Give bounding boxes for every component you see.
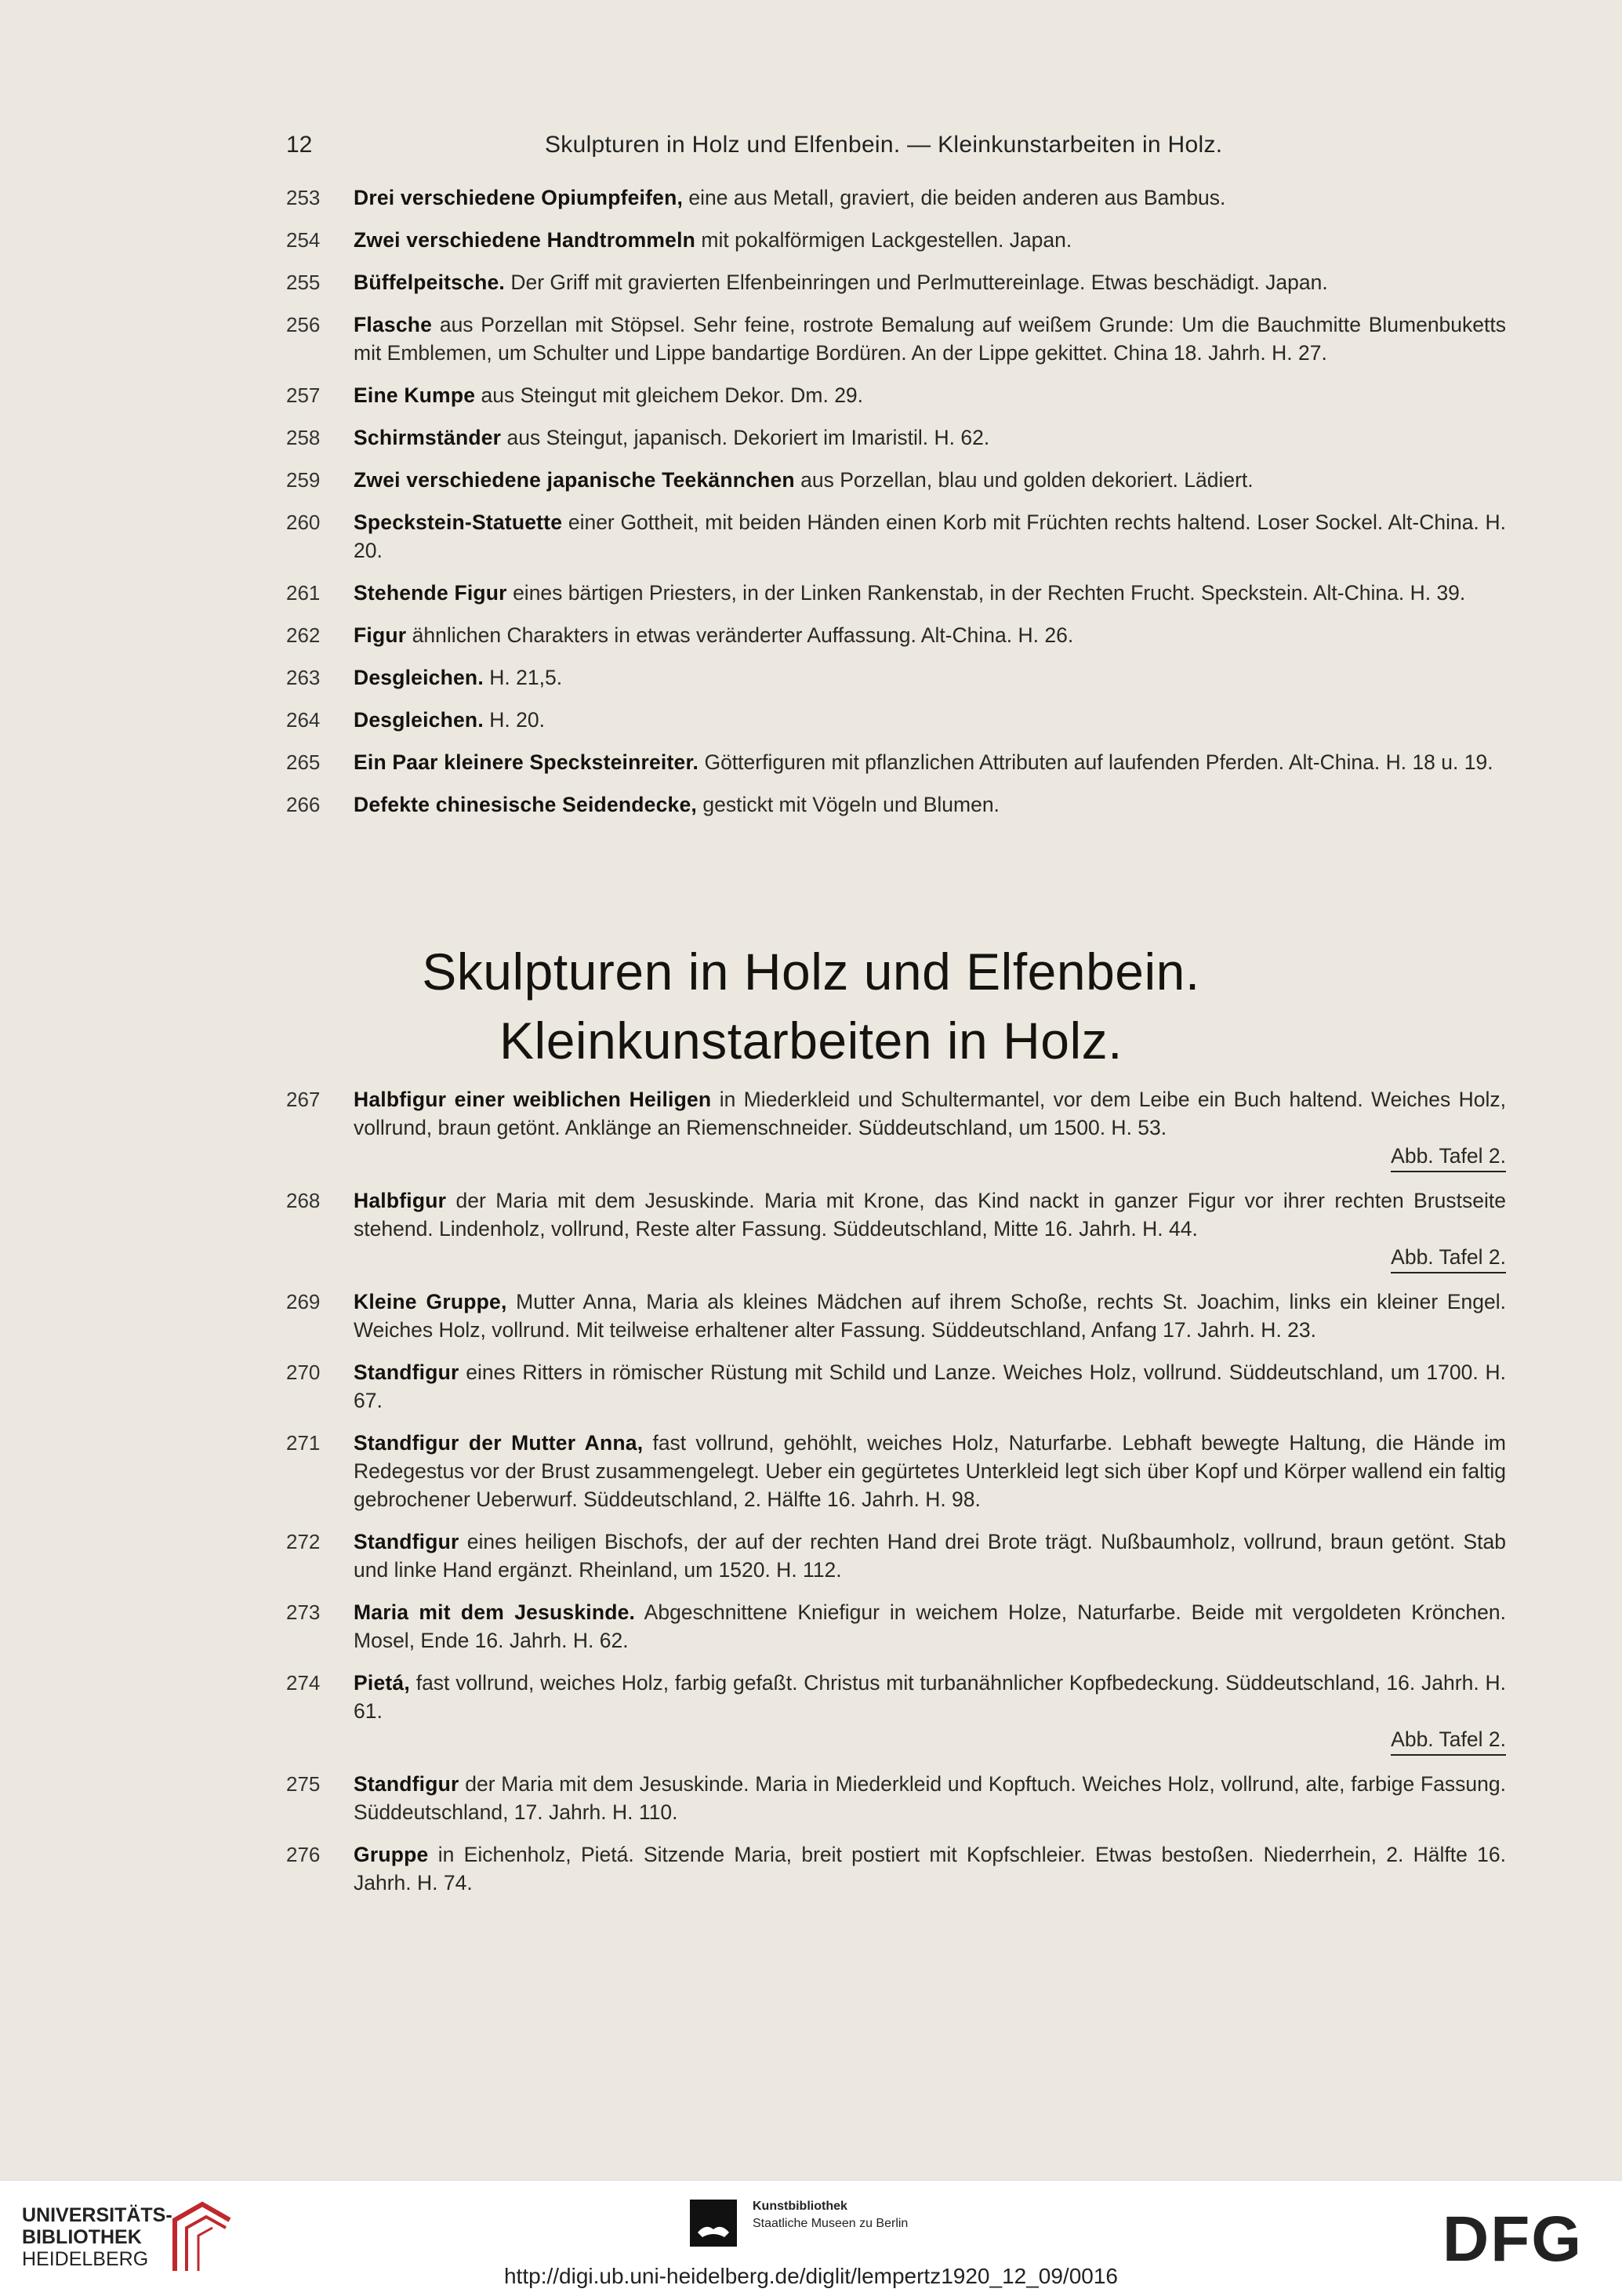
- entry-number: 272: [286, 1530, 321, 1553]
- permalink-url[interactable]: http://digi.ub.uni-heidelberg.de/diglit/lempertz1920_12_09/0016: [503, 2264, 1118, 2288]
- entry-number: 258: [286, 426, 321, 449]
- ub-logo-line2: BIBLIOTHEK: [22, 2226, 142, 2248]
- catalogue-entry: [0, 268, 1622, 296]
- entry-number: 254: [286, 228, 321, 252]
- catalogue-entry: [0, 1288, 1622, 1344]
- entry-number: 253: [286, 186, 321, 209]
- entry-number: 255: [286, 271, 321, 294]
- section-heading-line2: Kleinkunstarbeiten in Holz.: [499, 1012, 1123, 1070]
- plate-reference-label: Abb. Tafel 2.: [1391, 1142, 1506, 1172]
- entry-description: [354, 748, 1506, 776]
- entry-text: Götterfiguren mit pflanzlichen Attributen auf laufenden Pferden. Alt-China. H. 18 u. 19.: [704, 750, 1493, 774]
- ub-logo-text: [22, 2204, 172, 2270]
- catalogue-entry: [0, 226, 1622, 254]
- entry-description: [354, 311, 1506, 367]
- entry-text: Mutter Anna, Maria als kleines Mädchen auf ihrem Schoße, rechts St. Joachim, links ein kleiner Engel. Weiches Holz, vollrund. Mit teilweise erhaltener alter Fassung. Süddeutschland, Anfang 17. Jahrh. H. 23.: [354, 1290, 1506, 1342]
- catalogue-entry: [0, 508, 1622, 565]
- page-number: 12: [286, 132, 313, 158]
- kb-line2: Staatliche Museen zu Berlin: [753, 2217, 909, 2230]
- entry-text: gestickt mit Vögeln und Blumen.: [702, 793, 1000, 816]
- entry-number: 270: [286, 1361, 321, 1384]
- entry-text: in Eichenholz, Pietá. Sitzende Maria, breit postiert mit Kopfschleier. Etwas bestoßen. Niederrhein, 2. Hälfte 16. Jahrh. H. 74.: [354, 1843, 1506, 1895]
- entry-text: aus Steingut, japanisch. Dekoriert im Imaristil. H. 62.: [506, 426, 990, 449]
- entry-description: [354, 183, 1506, 212]
- entry-title: Zwei verschiedene Handtrommeln: [354, 228, 696, 252]
- entry-title: Standfigur: [354, 1530, 459, 1553]
- section-heading-line1: Skulpturen in Holz und Elfenbein.: [422, 943, 1200, 1001]
- entry-number: 260: [286, 510, 321, 534]
- entry-title: Desgleichen.: [354, 708, 484, 732]
- entry-description: [354, 1085, 1506, 1172]
- catalogue-entry: [0, 790, 1622, 819]
- entry-number: 265: [286, 750, 321, 774]
- entry-title: Speckstein-Statuette: [354, 510, 563, 534]
- entry-text: aus Porzellan mit Stöpsel. Sehr feine, rostrote Bemalung auf weißem Grunde: Um die Bauchmitte Blumenbuketts mit Emblemen, um Schulter und Lippe bandartige Bordüren. An der Lippe gekittet. China 18. Jahrh. H. 27.: [354, 313, 1506, 365]
- catalogue-entry: [0, 1429, 1622, 1513]
- entry-text: aus Steingut mit gleichem Dekor. Dm. 29.: [481, 383, 864, 407]
- ub-logo-line3: HEIDELBERG: [22, 2248, 149, 2270]
- entry-description: [354, 579, 1506, 607]
- entry-title: Standfigur der Mutter Anna,: [354, 1431, 644, 1455]
- ub-logo-line1: UNIVERSITÄTS-: [22, 2204, 172, 2226]
- entry-text: aus Porzellan, blau und golden dekoriert. Lädiert.: [800, 468, 1254, 492]
- entry-title: Ein Paar kleinere Specksteinreiter.: [354, 750, 699, 774]
- entry-number: 259: [286, 468, 321, 492]
- catalogue-entry: [0, 1358, 1622, 1415]
- entry-number: 273: [286, 1600, 321, 1624]
- entry-text: Abgeschnittene Kniefigur in weichem Holze, Naturfarbe. Beide mit vergoldeten Krönchen. Mosel, Ende 16. Jahrh. H. 62.: [354, 1600, 1507, 1652]
- entry-title: Stehende Figur: [354, 581, 507, 605]
- plate-reference: [354, 1725, 1506, 1756]
- entry-text: der Maria mit dem Jesuskinde. Maria in Miederkleid und Kopftuch. Weiches Holz, vollrund, alte, farbige Fassung. Süddeutschland, 17. Jahrh. H. 110.: [354, 1772, 1506, 1824]
- catalogue-entry: [0, 1528, 1622, 1584]
- entry-number: 257: [286, 383, 321, 407]
- entry-description: [354, 423, 1506, 452]
- catalogue-entries-top: [0, 183, 1622, 833]
- entry-number: 268: [286, 1189, 321, 1212]
- entry-number: 267: [286, 1088, 321, 1111]
- entry-title: Maria mit dem Jesuskinde.: [354, 1600, 636, 1624]
- entry-description: [354, 466, 1506, 494]
- plate-reference: [354, 1142, 1506, 1172]
- entry-description: [354, 1186, 1506, 1273]
- entry-description: [354, 1288, 1506, 1344]
- catalogue-entry: [0, 706, 1622, 734]
- entry-description: [354, 1669, 1506, 1756]
- entry-text: eines Ritters in römischer Rüstung mit Schild und Lanze. Weiches Holz, vollrund. Süddeutschland, um 1700. H. 67.: [354, 1361, 1506, 1412]
- entry-description: [354, 1358, 1506, 1415]
- entry-description: [354, 268, 1506, 296]
- entry-text: der Maria mit dem Jesuskinde. Maria mit Krone, das Kind nackt in ganzer Figur vor ihrer rechten Brustseite stehend. Lindenholz, vollrund, Reste alter Fassung. Süddeutschland, Mitte 16. Jahrh. H. 44.: [354, 1189, 1506, 1241]
- entry-title: Halbfigur einer weiblichen Heiligen: [354, 1088, 712, 1111]
- catalogue-entry: [0, 579, 1622, 607]
- entry-title: Figur: [354, 623, 407, 647]
- entry-number: 269: [286, 1290, 321, 1313]
- catalogue-entry: [0, 1186, 1622, 1273]
- kunstbibliothek-logo[interactable]: [690, 2196, 925, 2259]
- catalogue-entry: [0, 423, 1622, 452]
- entry-title: Flasche: [354, 313, 433, 336]
- entry-description: [354, 1528, 1506, 1584]
- entry-text: fast vollrund, gehöhlt, weiches Holz, Naturfarbe. Lebhaft bewegte Haltung, die Hände im Redegestus vor der Brust zusammengelegt. Ueber ein gegürtetes Unterkleid legt sich über Kopf und Körper wallend ein faltig gebrochener Ueberwurf. Süddeutschland, 2. Hälfte 16. Jahrh. H. 98.: [354, 1431, 1506, 1511]
- catalogue-entry: [0, 1669, 1622, 1756]
- entry-number: 264: [286, 708, 321, 732]
- catalogue-entry: [0, 1085, 1622, 1172]
- entry-title: Zwei verschiedene japanische Teekännchen: [354, 468, 795, 492]
- entry-description: [354, 226, 1506, 254]
- catalogue-entries-bottom: [0, 1085, 1622, 1911]
- section-heading: [0, 937, 1622, 1075]
- entry-number: 271: [286, 1431, 321, 1455]
- entry-number: 256: [286, 313, 321, 336]
- entry-title: Standfigur: [354, 1772, 459, 1796]
- catalogue-entry: [0, 1770, 1622, 1826]
- entry-description: [354, 790, 1506, 819]
- entry-text: eines heiligen Bischofs, der auf der rechten Hand drei Brote trägt. Nußbaumholz, vollrund, braun getönt. Stab und linke Hand ergänzt. Rheinland, um 1520. H. 112.: [354, 1530, 1506, 1582]
- entry-title: Drei verschiedene Opiumpfeifen,: [354, 186, 684, 209]
- entry-title: Standfigur: [354, 1361, 459, 1384]
- entry-description: [354, 663, 1506, 692]
- entry-text: H. 21,5.: [489, 666, 563, 689]
- catalogue-entry: [0, 663, 1622, 692]
- entry-text: ähnlichen Charakters in etwas veränderter Auffassung. Alt-China. H. 26.: [412, 623, 1074, 647]
- entry-description: [354, 1429, 1506, 1513]
- running-title: Skulpturen in Holz und Elfenbein. — Kleinkunstarbeiten in Holz.: [545, 132, 1223, 158]
- kunstbibliothek-eagle-icon: [690, 2200, 737, 2247]
- entry-description: [354, 1598, 1506, 1655]
- entry-number: 261: [286, 581, 321, 605]
- plate-reference: [354, 1243, 1506, 1273]
- entry-description: [354, 381, 1506, 409]
- kb-line1: Kunstbibliothek: [753, 2200, 847, 2213]
- plate-reference-label: Abb. Tafel 2.: [1391, 1243, 1506, 1273]
- entry-description: [354, 706, 1506, 734]
- entry-description: [354, 621, 1506, 649]
- catalogue-entry: [0, 466, 1622, 494]
- entry-title: Halbfigur: [354, 1189, 447, 1212]
- entry-title: Schirmständer: [354, 426, 502, 449]
- entry-title: Büffelpeitsche.: [354, 271, 505, 294]
- entry-number: 266: [286, 793, 321, 816]
- entry-number: 263: [286, 666, 321, 689]
- entry-title: Defekte chinesische Seidendecke,: [354, 793, 697, 816]
- plate-reference-label: Abb. Tafel 2.: [1391, 1725, 1506, 1756]
- catalogue-entry: [0, 1598, 1622, 1655]
- catalogue-entry: [0, 621, 1622, 649]
- running-header: [0, 125, 1622, 165]
- entry-number: 262: [286, 623, 321, 647]
- entry-title: Pietá,: [354, 1671, 410, 1695]
- entry-title: Gruppe: [354, 1843, 429, 1866]
- entry-title: Kleine Gruppe,: [354, 1290, 507, 1313]
- entry-text: in Miederkleid und Schultermantel, vor dem Leibe ein Buch haltend. Weiches Holz, vollrund, braun getönt. Anklänge an Riemenschneider. Süddeutschland, um 1500. H. 53.: [354, 1088, 1506, 1139]
- entry-title: Eine Kumpe: [354, 383, 476, 407]
- catalogue-entry: [0, 183, 1622, 212]
- entry-text: einer Gottheit, mit beiden Händen einen Korb mit Früchten rechts haltend. Loser Sockel. Alt-China. H. 20.: [354, 510, 1506, 562]
- dfg-logo[interactable]: DFG: [1442, 2203, 1584, 2275]
- entry-text: H. 20.: [489, 708, 545, 732]
- catalogue-entry: [0, 748, 1622, 776]
- catalogue-entry: [0, 381, 1622, 409]
- entry-text: mit pokalförmigen Lackgestellen. Japan.: [701, 228, 1072, 252]
- entry-number: 274: [286, 1671, 321, 1695]
- entry-title: Desgleichen.: [354, 666, 484, 689]
- entry-description: [354, 1840, 1506, 1897]
- entry-description: [354, 508, 1506, 565]
- entry-description: [354, 1770, 1506, 1826]
- entry-number: 275: [286, 1772, 321, 1796]
- entry-text: eine aus Metall, graviert, die beiden anderen aus Bambus.: [688, 186, 1226, 209]
- entry-number: 276: [286, 1843, 321, 1866]
- entry-text: Der Griff mit gravierten Elfenbeinringen und Perlmuttereinlage. Etwas beschädigt. Japan.: [510, 271, 1328, 294]
- entry-text: eines bärtigen Priesters, in der Linken Rankenstab, in der Rechten Frucht. Speckstein. Alt-China. H. 39.: [513, 581, 1466, 605]
- entry-text: fast vollrund, weiches Holz, farbig gefaßt. Christus mit turbanähnlicher Kopfbedeckung. Süddeutschland, 16. Jahrh. H. 61.: [354, 1671, 1506, 1723]
- kunstbibliothek-text: [753, 2198, 908, 2232]
- catalogue-entry: [0, 311, 1622, 367]
- catalogue-entry: [0, 1840, 1622, 1897]
